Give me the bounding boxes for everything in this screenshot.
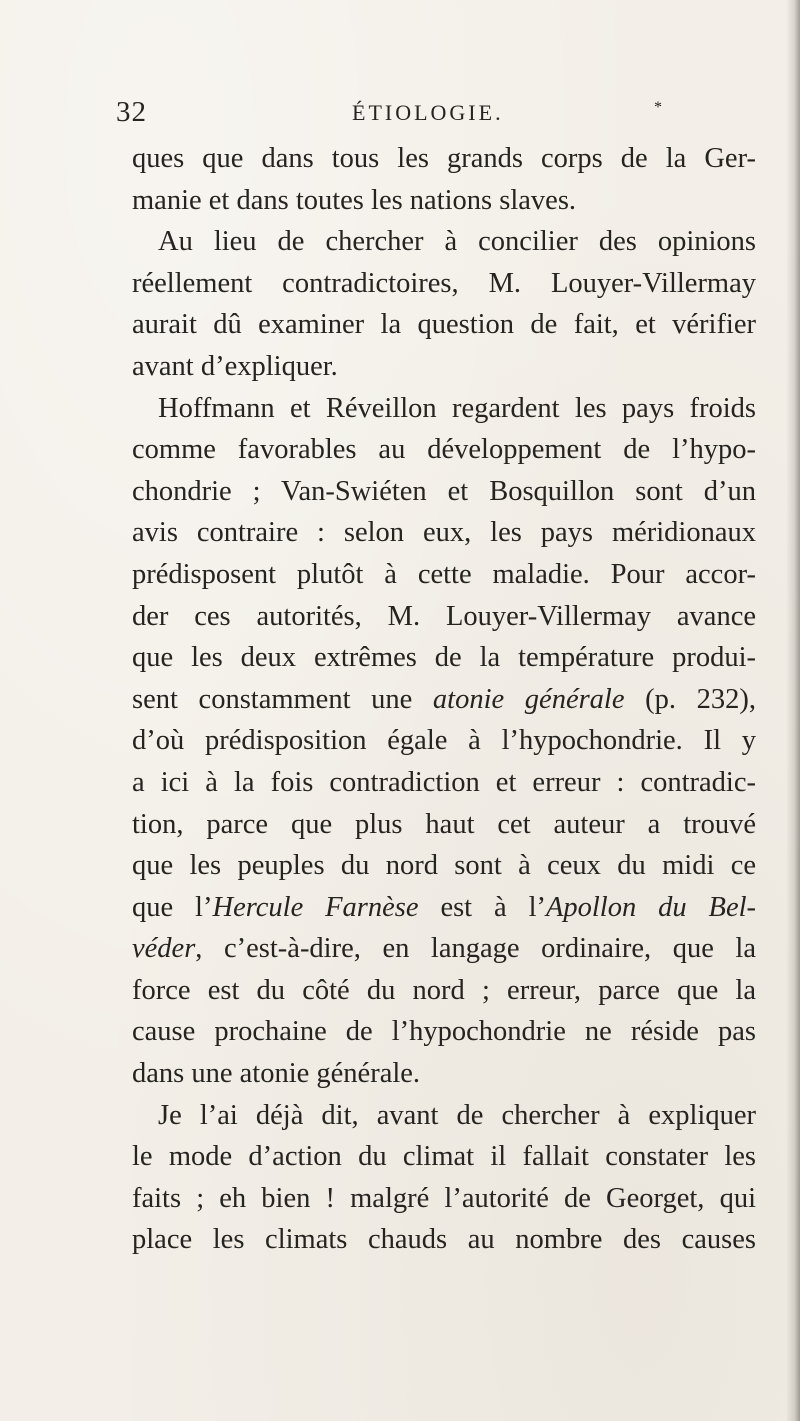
text-line: manie et dans toutes les nations slaves. — [132, 184, 577, 216]
page-number: 32 — [116, 96, 147, 128]
asterisk-ornament: * — [654, 99, 662, 116]
text-line: réellement contradictoires, M. Louyer-Villermay — [132, 267, 756, 299]
text-line: force est du côté du nord ; erreur, parce que la — [132, 974, 756, 1006]
text-line: d’où prédisposition égale à l’hypochondrie. Il y — [132, 725, 756, 757]
text-line — [132, 928, 756, 970]
body-text — [132, 138, 756, 1261]
text-segment: (p. 232), — [624, 683, 756, 715]
text-line: place les climats chauds au nombre des causes — [132, 1224, 756, 1256]
text-line: cause prochaine de l’hypochondrie ne réside pas — [132, 1016, 756, 1048]
text-line: prédisposent plutôt à cette maladie. Pour accor- — [132, 558, 756, 590]
text-line: que les peuples du nord sont à ceux du midi ce — [132, 850, 756, 882]
italic-term: Apollon du Bel- — [545, 891, 757, 923]
paragraph-start-line: Je l’ai déjà dit, avant de chercher à expliquer — [158, 1099, 756, 1131]
running-head — [116, 92, 756, 132]
text-line: a ici à la fois contradiction et erreur : contradic- — [132, 766, 756, 798]
chapter-title: ÉTIOLOGIE. — [352, 100, 504, 125]
text-segment: sent constamment une — [132, 683, 433, 715]
text-line: ques que dans tous les grands corps de la Ger- — [132, 143, 756, 174]
text-line: avis contraire : selon eux, les pays méridionaux — [132, 517, 756, 549]
paragraph-start-line: Hoffmann et Réveillon regardent les pays froids — [158, 392, 756, 424]
italic-term: Hercule Farnèse — [212, 891, 419, 923]
text-line: que les deux extrêmes de la température produi- — [132, 642, 756, 674]
text-line: comme favorables au développement de l’hypo- — [132, 434, 756, 466]
text-line — [132, 887, 756, 929]
text-line: dans une atonie générale. — [132, 1058, 421, 1090]
text-segment: que l’ — [132, 891, 213, 923]
text-line: le mode d’action du climat il fallait constater les — [132, 1141, 756, 1173]
text-line: avant d’expliquer. — [132, 350, 338, 382]
text-segment: , c’est-à-dire, en langage ordinaire, que la — [195, 933, 756, 965]
text-line: aurait dû examiner la question de fait, et vérifier — [132, 309, 756, 341]
text-line: der ces autorités, M. Louyer-Villermay avance — [132, 600, 756, 632]
text-line: chondrie ; Van-Swiéten et Bosquillon sont d’un — [132, 475, 756, 507]
text-line: faits ; eh bien ! malgré l’autorité de Georget, qui — [132, 1182, 756, 1214]
text-line — [132, 679, 756, 721]
italic-term: véder — [132, 933, 196, 965]
text-line: tion, parce que plus haut cet auteur a trouvé — [132, 808, 756, 840]
text-segment: est à l’ — [418, 891, 546, 923]
italic-term: atonie générale — [432, 683, 625, 715]
page-edge-shadow — [786, 0, 800, 1421]
paragraph-start-line: Au lieu de chercher à concilier des opinions — [158, 226, 756, 258]
